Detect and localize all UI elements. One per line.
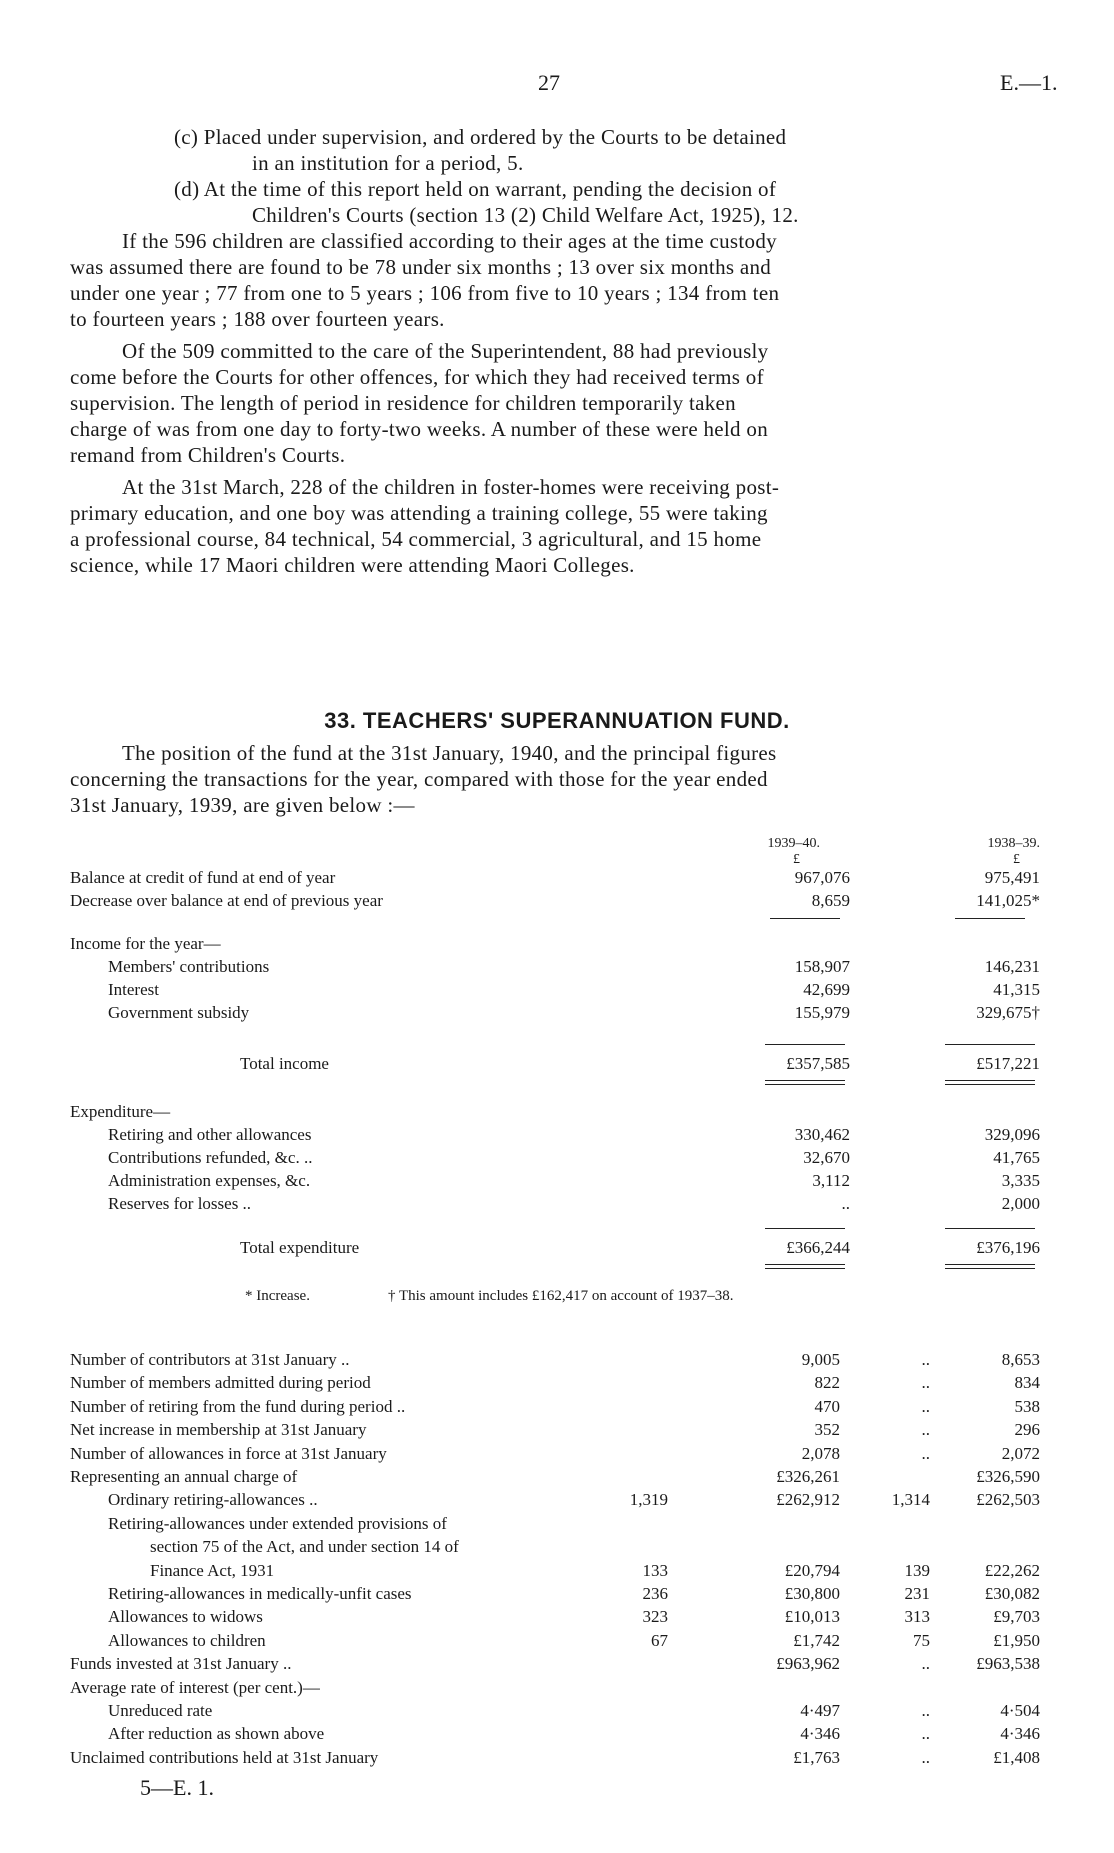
stat-value-1938-39: £262,503 — [976, 1490, 1040, 1510]
stat-row — [70, 1746, 1040, 1770]
stat-label: Number of retiring from the fund during period .. — [70, 1396, 406, 1416]
stat-count-1939-40: 1,319 — [629, 1490, 668, 1510]
value-1938-39: 975,491 — [984, 868, 1040, 887]
stat-count-1938-39: .. — [921, 1373, 930, 1393]
stat-row — [70, 1699, 1040, 1723]
stat-value-1938-39: £1,408 — [993, 1747, 1040, 1767]
row-label: Balance at credit of fund at end of year — [70, 868, 336, 887]
stat-row — [70, 1348, 1040, 1372]
row-label: Interest — [108, 980, 159, 999]
value-1939-40: 8,659 — [811, 891, 850, 910]
row-label: Retiring and other allowances — [108, 1125, 312, 1144]
stat-label: section 75 of the Act, and under section 14 of — [150, 1537, 459, 1557]
value-1938-39: £376,196 — [976, 1238, 1040, 1257]
stat-count-1939-40: 236 — [642, 1584, 668, 1603]
stat-row — [70, 1605, 1040, 1629]
stat-value-1938-39: 834 — [1014, 1373, 1040, 1393]
stat-value-1938-39: 538 — [1014, 1396, 1040, 1416]
stat-value-1938-39: 8,653 — [1001, 1350, 1040, 1369]
row-label: Reserves for losses .. — [108, 1194, 252, 1213]
stat-value-1938-39: 296 — [1014, 1420, 1040, 1440]
document-code: E.—1. — [1000, 70, 1058, 95]
intro-line: concerning the transactions for the year, compared with those for the year ended — [70, 767, 768, 791]
stat-label: Net increase in membership at 31st January — [70, 1420, 367, 1440]
value-1939-40: £366,244 — [786, 1238, 850, 1257]
stat-value-1939-40: 822 — [814, 1373, 840, 1393]
stat-count-1938-39: 139 — [904, 1560, 930, 1580]
ages-line: under one year ; 77 from one to 5 years ; 106 from five to 10 years ; 134 from ten — [70, 281, 780, 305]
stat-count-1938-39: .. — [921, 1443, 930, 1463]
value-1939-40: 967,076 — [794, 868, 850, 887]
unit-1938-39: £ — [1013, 852, 1020, 867]
row-label: Administration expenses, &c. — [108, 1171, 311, 1190]
stat-count-1938-39: 1,314 — [891, 1490, 930, 1510]
stat-row — [70, 1488, 1040, 1512]
stat-value-1939-40: 4·346 — [800, 1724, 840, 1744]
stat-count-1939-40: 323 — [642, 1607, 668, 1627]
stat-row — [70, 1652, 1040, 1676]
committed-line: come before the Courts for other offences, for which they had received terms of — [70, 365, 764, 389]
value-1938-39: 141,025* — [976, 891, 1040, 910]
education-line: science, while 17 Maori children were attending Maori Colleges. — [70, 553, 635, 577]
stat-value-1939-40: £10,013 — [784, 1607, 840, 1627]
value-1938-39: 41,315 — [993, 980, 1040, 999]
stat-row — [70, 1465, 1040, 1489]
stat-count-1938-39: .. — [921, 1747, 930, 1767]
value-1939-40: .. — [841, 1194, 850, 1213]
stat-count-1938-39: .. — [921, 1350, 930, 1369]
stat-row — [70, 1559, 1040, 1583]
stat-value-1939-40: 470 — [814, 1396, 840, 1416]
committed-line: remand from Children's Courts. — [70, 443, 346, 467]
footnote-increase: * Increase. — [245, 1288, 310, 1304]
stat-value-1938-39: £326,590 — [976, 1467, 1040, 1486]
stat-row — [70, 1722, 1040, 1746]
row-label: Total expenditure — [240, 1238, 360, 1257]
stat-label: Unclaimed contributions held at 31st January — [70, 1747, 379, 1767]
stat-value-1938-39: £9,703 — [993, 1607, 1040, 1627]
stat-count-1938-39: .. — [921, 1724, 930, 1744]
stat-label: Number of allowances in force at 31st January — [70, 1443, 387, 1463]
row-label: Expenditure— — [70, 1102, 171, 1121]
stat-value-1939-40: £20,794 — [784, 1560, 840, 1580]
value-1939-40: 155,979 — [794, 1003, 850, 1022]
stat-label: After reduction as shown above — [108, 1724, 325, 1744]
education-line: primary education, and one boy was attending a training college, 55 were taking — [70, 501, 768, 525]
stat-value-1939-40: £1,763 — [793, 1747, 840, 1767]
stat-value-1939-40: £326,261 — [776, 1467, 840, 1486]
stat-label: Representing an annual charge of — [70, 1467, 298, 1486]
section-title: 33. TEACHERS' SUPERANNUATION FUND. — [324, 708, 790, 733]
stat-row — [70, 1676, 1040, 1700]
footnote-subsidy: † This amount includes £162,417 on account of 1937–38. — [388, 1288, 734, 1304]
stat-row — [70, 1371, 1040, 1395]
education-line: At the 31st March, 228 of the children in foster-homes were receiving post- — [122, 475, 780, 499]
stat-value-1939-40: £30,800 — [784, 1584, 840, 1603]
value-1938-39: 2,000 — [1001, 1194, 1040, 1213]
row-label: Total income — [240, 1054, 329, 1073]
stat-value-1938-39: 2,072 — [1001, 1443, 1040, 1463]
stat-label: Retiring-allowances in medically-unfit cases — [108, 1584, 412, 1603]
intro-line: 31st January, 1939, are given below :— — [70, 793, 415, 817]
row-label: Contributions refunded, &c. .. — [108, 1148, 313, 1167]
item-d-cont: Children's Courts (section 13 (2) Child Welfare Act, 1925), 12. — [252, 203, 799, 227]
stat-value-1939-40: 9,005 — [801, 1350, 840, 1369]
value-1939-40: 330,462 — [794, 1125, 850, 1144]
stat-label: Allowances to widows — [108, 1607, 263, 1627]
stat-label: Number of contributors at 31st January .. — [70, 1350, 350, 1369]
stat-row — [70, 1395, 1040, 1419]
stat-count-1938-39: .. — [921, 1420, 930, 1440]
stat-value-1938-39: £963,538 — [976, 1654, 1040, 1674]
ages-line: was assumed there are found to be 78 under six months ; 13 over six months and — [70, 255, 772, 279]
stat-count-1938-39: .. — [921, 1654, 930, 1674]
value-1939-40: 42,699 — [803, 980, 850, 999]
value-1939-40: £357,585 — [786, 1054, 850, 1073]
stat-label: Average rate of interest (per cent.)— — [70, 1677, 320, 1697]
stat-label: Number of members admitted during period — [70, 1373, 371, 1393]
stat-label: Allowances to children — [108, 1630, 266, 1650]
page-signature: 5—E. 1. — [140, 1775, 214, 1800]
unit-1939-40: £ — [793, 852, 800, 867]
stat-value-1938-39: £1,950 — [993, 1630, 1040, 1650]
stat-value-1938-39: £22,262 — [984, 1560, 1040, 1580]
value-1938-39: 146,231 — [984, 957, 1040, 976]
item-d: (d) At the time of this report held on warrant, pending the decision of — [174, 177, 777, 201]
page-number: 27 — [538, 70, 560, 95]
value-1939-40: 32,670 — [803, 1148, 850, 1167]
intro-line: The position of the fund at the 31st January, 1940, and the principal figures — [122, 741, 777, 765]
stat-label: Ordinary retiring-allowances .. — [108, 1490, 318, 1510]
item-c: (c) Placed under supervision, and ordered by the Courts to be detained — [174, 125, 787, 149]
stat-value-1939-40: 2,078 — [801, 1443, 840, 1463]
stat-count-1938-39: 231 — [904, 1584, 930, 1603]
stat-count-1938-39: .. — [921, 1701, 930, 1720]
committed-line: charge of was from one day to forty-two weeks. A number of these were held on — [70, 417, 769, 441]
value-1938-39: 3,335 — [1001, 1171, 1040, 1190]
stat-value-1938-39: 4·504 — [1000, 1701, 1040, 1720]
value-1939-40: 158,907 — [794, 957, 850, 976]
stat-count-1939-40: 67 — [651, 1630, 668, 1650]
stat-row — [70, 1512, 1040, 1536]
stat-value-1939-40: £1,742 — [793, 1630, 840, 1650]
committed-line: supervision. The length of period in residence for children temporarily taken — [70, 391, 736, 415]
stat-row — [70, 1629, 1040, 1653]
stat-label: Retiring-allowances under extended provisions of — [108, 1513, 447, 1533]
stat-row — [70, 1418, 1040, 1442]
stat-count-1938-39: 75 — [913, 1630, 930, 1650]
row-label: Income for the year— — [70, 934, 221, 953]
stat-value-1939-40: £262,912 — [776, 1490, 840, 1510]
stat-value-1939-40: 4·497 — [800, 1701, 840, 1720]
committed-line: Of the 509 committed to the care of the Superintendent, 88 had previously — [122, 339, 769, 363]
value-1938-39: £517,221 — [976, 1054, 1040, 1073]
stat-label: Funds invested at 31st January .. — [70, 1654, 292, 1674]
stat-label: Unreduced rate — [108, 1701, 213, 1720]
row-label: Government subsidy — [108, 1003, 250, 1022]
ages-line: to fourteen years ; 188 over fourteen years. — [70, 307, 445, 331]
stat-count-1938-39: .. — [921, 1396, 930, 1416]
stat-row — [70, 1442, 1040, 1466]
stat-row — [70, 1535, 1040, 1559]
stat-value-1938-39: 4·346 — [1000, 1724, 1040, 1744]
stat-value-1939-40: 352 — [814, 1420, 840, 1440]
item-c-cont: in an institution for a period, 5. — [252, 151, 524, 175]
value-1939-40: 3,112 — [812, 1171, 850, 1190]
stat-value-1939-40: £963,962 — [776, 1654, 840, 1674]
ages-line: If the 596 children are classified according to their ages at the time custody — [122, 229, 777, 253]
row-label: Members' contributions — [108, 957, 270, 976]
value-1938-39: 329,675† — [976, 1003, 1040, 1022]
col-1939-40: 1939–40. — [767, 836, 820, 851]
value-1938-39: 329,096 — [984, 1125, 1040, 1144]
value-1938-39: 41,765 — [993, 1148, 1040, 1167]
stat-value-1938-39: £30,082 — [984, 1584, 1040, 1603]
col-1938-39: 1938–39. — [987, 836, 1040, 851]
stat-count-1938-39: 313 — [904, 1607, 930, 1627]
education-line: a professional course, 84 technical, 54 commercial, 3 agricultural, and 15 home — [70, 527, 762, 551]
row-label: Decrease over balance at end of previous year — [70, 891, 383, 910]
stat-row — [70, 1582, 1040, 1606]
stat-label: Finance Act, 1931 — [150, 1560, 275, 1580]
stat-count-1939-40: 133 — [642, 1560, 668, 1580]
